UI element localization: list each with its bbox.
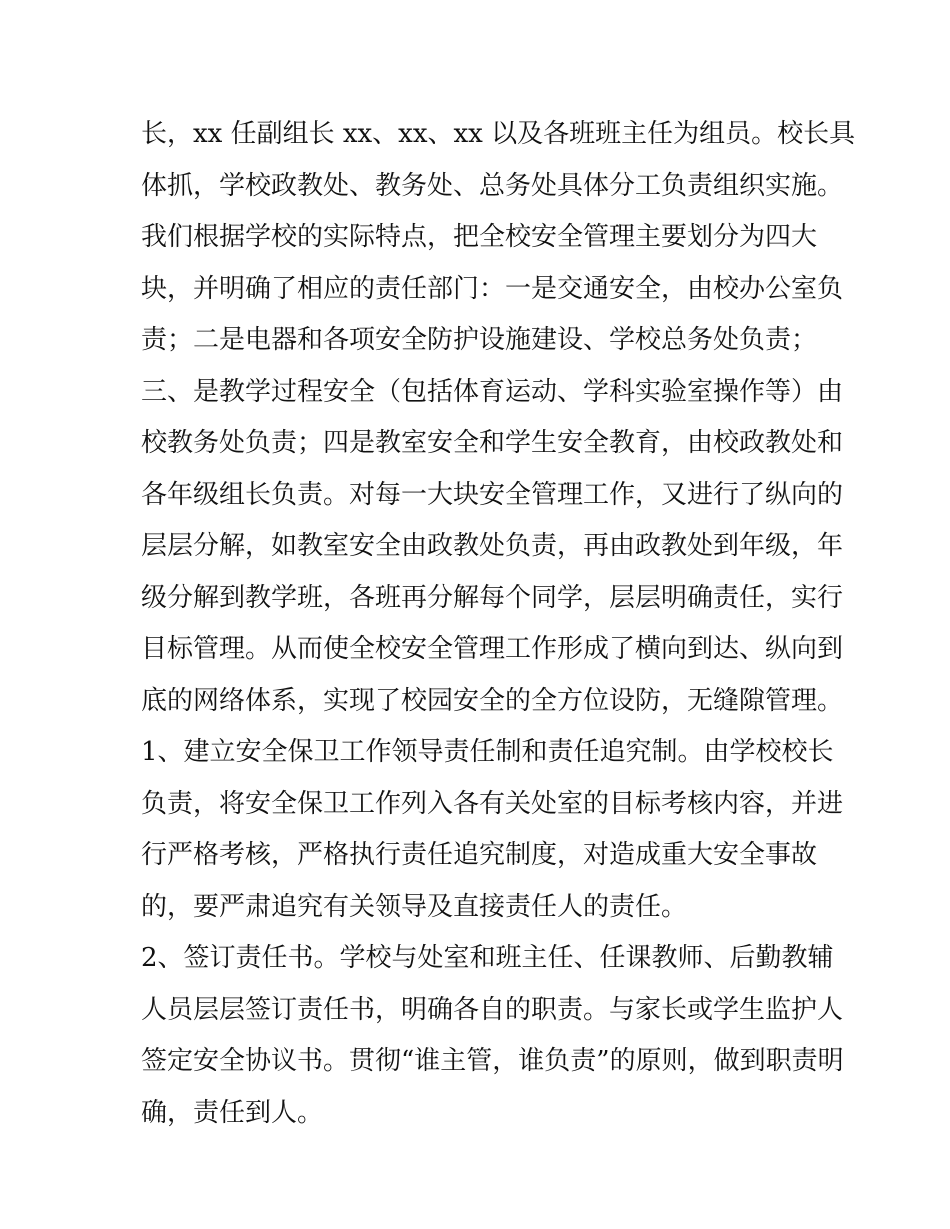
text-line: 三、是教学过程安全（包括体育运动、学科实验室操作等）由 <box>141 376 844 407</box>
text-line: 级分解到教学班，各班再分解每个同学，层层明确责任，实行 <box>141 582 844 613</box>
text-line: 目标管理。从而使全校安全管理工作形成了横向到达、纵向到 <box>141 634 844 664</box>
text-line: 块，并明确了相应的责任部门：一是交通安全，由校办公室负 <box>141 273 844 304</box>
numbered-item-1-line: 1、建立安全保卫工作领导责任制和责任追究制。由学校校长 <box>141 737 834 767</box>
text-line: 行严格考核，严格执行责任追究制度，对造成重大安全事故 <box>141 840 818 870</box>
text-line: 我们根据学校的实际特点，把全校安全管理主要划分为四大 <box>141 222 818 252</box>
text-line: 体抓，学校政教处、教务处、总务处具体分工负责组织实施。 <box>141 170 844 201</box>
text-line: 长，xx 任副组长 xx、xx、xx 以及各班班主任为组员。校长具 <box>141 119 856 149</box>
text-line: 确，责任到人。 <box>141 1097 324 1128</box>
text-line: 各年级组长负责。对每一大块安全管理工作，又进行了纵向的 <box>141 479 844 510</box>
text-line: 负责，将安全保卫工作列入各有关处室的目标考核内容，并进 <box>141 788 844 819</box>
numbered-item-2-line: 2、签订责任书。学校与处室和班主任、任课教师、后勤教辅 <box>141 943 834 973</box>
text-line: 的，要严肃追究有关领导及直接责任人的责任。 <box>141 891 688 922</box>
text-line: 校教务处负责；四是教室安全和学生安全教育，由校政教处和 <box>141 428 844 458</box>
body-text <box>141 109 856 1139</box>
text-line: 人员层层签订责任书，明确各自的职责。与家长或学生监护人 <box>141 994 844 1025</box>
text-line: 责；二是电器和各项安全防护设施建设、学校总务处负责； <box>141 325 818 355</box>
text-line: 底的网络体系，实现了校园安全的全方位设防，无缝隙管理。 <box>141 685 844 716</box>
text-line: 层层分解，如教室安全由政教处负责，再由政教处到年级，年 <box>141 531 844 561</box>
text-line: 签定安全协议书。贯彻“谁主管，谁负责”的原则，做到职责明 <box>141 1046 844 1076</box>
